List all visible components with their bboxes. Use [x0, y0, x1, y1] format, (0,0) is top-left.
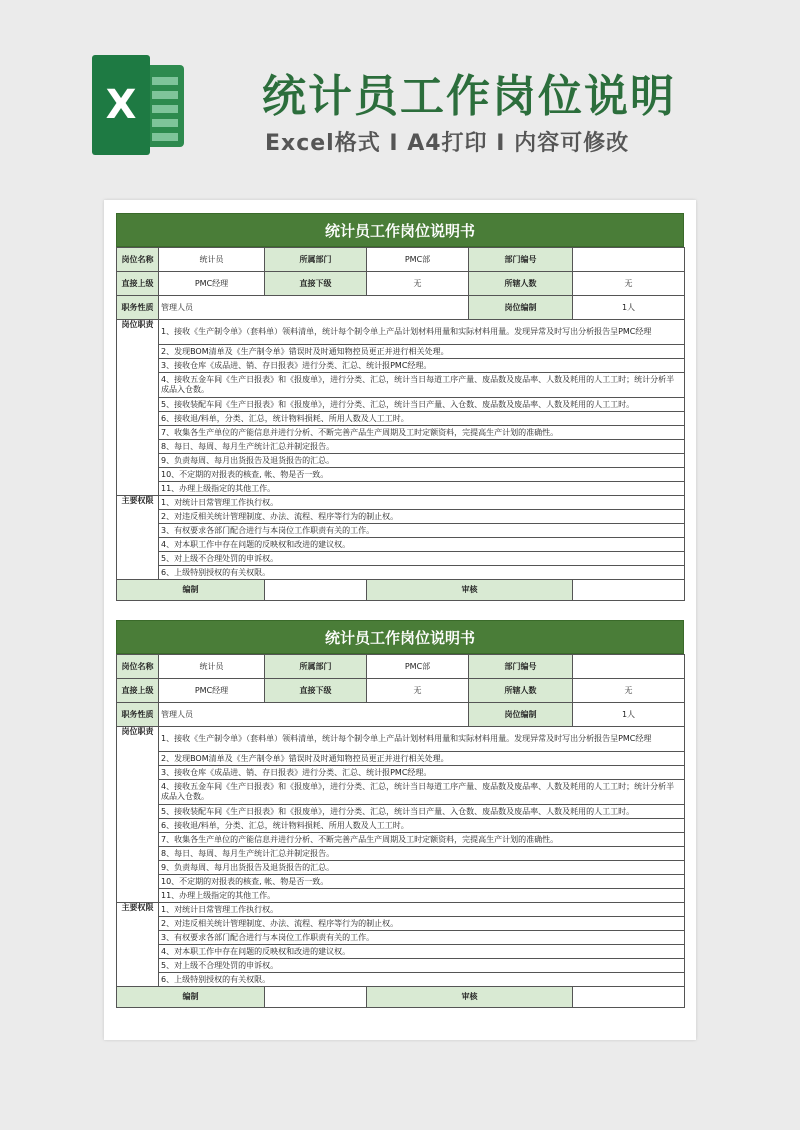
cell-value[interactable]: 无: [573, 272, 685, 296]
cell-value[interactable]: PMC经理: [159, 272, 265, 296]
document-paper: [104, 200, 696, 1040]
duty-row: [117, 345, 685, 359]
duty-item[interactable]: 4、接收五金车间《生产日报表》和《报废单》，进行分类、汇总，统计当日每道工序产量、废品数及废品率、人数及耗用的人工工时；统计分析半成品入仓数。: [159, 780, 685, 805]
authority-item[interactable]: 2、对违反相关统计管理制度、办法、流程、程序等行为的制止权。: [159, 917, 685, 931]
authority-row: [117, 538, 685, 552]
duty-row: [117, 373, 685, 398]
signature-row: [117, 987, 685, 1008]
authority-item[interactable]: 5、对上级不合理处罚的申诉权。: [159, 552, 685, 566]
cell-label: 所辖人数: [469, 679, 573, 703]
sign-label-prepared: 编制: [117, 580, 265, 601]
authority-item[interactable]: 4、对本职工作中存在问题的反映权和改进的建议权。: [159, 945, 685, 959]
authority-row: [117, 917, 685, 931]
cell-label: 直接下级: [265, 679, 367, 703]
cell-value[interactable]: 管理人员: [159, 296, 469, 320]
cell-value[interactable]: PMC部: [367, 655, 469, 679]
hero-banner: [0, 0, 800, 190]
job-table: [116, 654, 685, 1008]
table-row: [117, 296, 685, 320]
authority-item[interactable]: 1、对统计日常管理工作执行权。: [159, 903, 685, 917]
duty-item[interactable]: 10、不定期的对报表的核查, 帐、物是否一致。: [159, 468, 685, 482]
duty-item[interactable]: 1、接收《生产制令单》（套料单）领料清单，统计每个制令单上产品计划材料用量和实际材料用量。发现异常及时写出分析报告呈PMC经理: [159, 727, 685, 752]
authority-item[interactable]: 6、上级特别授权的有关权限。: [159, 566, 685, 580]
authority-item[interactable]: 6、上级特别授权的有关权限。: [159, 973, 685, 987]
table-row: [117, 248, 685, 272]
authority-label: 主要权限: [117, 903, 159, 987]
cell-label: 直接下级: [265, 272, 367, 296]
cell-value[interactable]: 无: [367, 679, 469, 703]
duty-row: [117, 359, 685, 373]
cell-label: 职务性质: [117, 296, 159, 320]
authority-item[interactable]: 2、对违反相关统计管理制度、办法、流程、程序等行为的制止权。: [159, 510, 685, 524]
duty-item[interactable]: 2、发现BOM清单及《生产制令单》错误时及时通知物控员更正并进行相关处理。: [159, 345, 685, 359]
duty-row: [117, 875, 685, 889]
job-sheet: [116, 620, 684, 1008]
sign-field-prepared[interactable]: [265, 580, 367, 601]
cell-label: 部门编号: [469, 655, 573, 679]
duty-item[interactable]: 5、接收装配车间《生产日报表》和《报废单》，进行分类、汇总，统计当日产量、入仓数、废品数及废品率、人数及耗用的人工工时。: [159, 398, 685, 412]
cell-label: 职务性质: [117, 703, 159, 727]
table-row: [117, 272, 685, 296]
duty-row: [117, 889, 685, 903]
duty-item[interactable]: 4、接收五金车间《生产日报表》和《报废单》，进行分类、汇总，统计当日每道工序产量、废品数及废品率、人数及耗用的人工工时；统计分析半成品入仓数。: [159, 373, 685, 398]
duty-row: [117, 398, 685, 412]
duty-row: [117, 454, 685, 468]
job-table: [116, 247, 685, 601]
authority-item[interactable]: 3、有权要求各部门配合进行与本岗位工作职责有关的工作。: [159, 524, 685, 538]
duty-row: [117, 766, 685, 780]
duty-row: [117, 819, 685, 833]
cell-label: 部门编号: [469, 248, 573, 272]
duty-item[interactable]: 3、接收仓库《成品进、销、存日报表》进行分类、汇总、统计报PMC经理。: [159, 359, 685, 373]
sign-label-reviewed: 审核: [367, 987, 573, 1008]
sign-field-reviewed[interactable]: [573, 580, 685, 601]
cell-value[interactable]: PMC部: [367, 248, 469, 272]
cell-label: 岗位编制: [469, 703, 573, 727]
authority-label: 主要权限: [117, 496, 159, 580]
duty-row: [117, 468, 685, 482]
duty-item[interactable]: 3、接收仓库《成品进、销、存日报表》进行分类、汇总、统计报PMC经理。: [159, 766, 685, 780]
cell-label: 所属部门: [265, 248, 367, 272]
authority-row: [117, 510, 685, 524]
duty-item[interactable]: 7、收集各生产单位的产能信息并进行分析、不断完善产品生产周期及工时定额资料，完提高生产计划的准确性。: [159, 833, 685, 847]
table-row: [117, 703, 685, 727]
duty-row: [117, 752, 685, 766]
authority-row: [117, 931, 685, 945]
cell-value[interactable]: [573, 248, 685, 272]
cell-value[interactable]: 统计员: [159, 655, 265, 679]
duty-item[interactable]: 9、负责每周、每月出货报告及退货报告的汇总。: [159, 454, 685, 468]
authority-item[interactable]: 5、对上级不合理处罚的申诉权。: [159, 959, 685, 973]
cell-value[interactable]: [573, 655, 685, 679]
duty-row: [117, 727, 685, 752]
cell-value[interactable]: 无: [573, 679, 685, 703]
duty-row: [117, 320, 685, 345]
duty-row: [117, 861, 685, 875]
authority-row: [117, 496, 685, 510]
duty-row: [117, 412, 685, 426]
table-row: [117, 679, 685, 703]
cell-value[interactable]: 管理人员: [159, 703, 469, 727]
duty-item[interactable]: 7、收集各生产单位的产能信息并进行分析、不断完善产品生产周期及工时定额资料，完提高生产计划的准确性。: [159, 426, 685, 440]
cell-label: 岗位编制: [469, 296, 573, 320]
sign-field-prepared[interactable]: [265, 987, 367, 1008]
duty-item[interactable]: 1、接收《生产制令单》（套料单）领料清单，统计每个制令单上产品计划材料用量和实际材料用量。发现异常及时写出分析报告呈PMC经理: [159, 320, 685, 345]
authority-item[interactable]: 4、对本职工作中存在问题的反映权和改进的建议权。: [159, 538, 685, 552]
sign-field-reviewed[interactable]: [573, 987, 685, 1008]
duty-item[interactable]: 10、不定期的对报表的核查, 帐、物是否一致。: [159, 875, 685, 889]
duty-item[interactable]: 9、负责每周、每月出货报告及退货报告的汇总。: [159, 861, 685, 875]
cell-value[interactable]: 无: [367, 272, 469, 296]
duty-item[interactable]: 2、发现BOM清单及《生产制令单》错误时及时通知物控员更正并进行相关处理。: [159, 752, 685, 766]
hero-subtitle: Excel格式 I A4打印 I 内容可修改: [265, 131, 630, 156]
duty-row: [117, 847, 685, 861]
duty-item[interactable]: 5、接收装配车间《生产日报表》和《报废单》，进行分类、汇总，统计当日产量、入仓数、废品数及废品率、人数及耗用的人工工时。: [159, 805, 685, 819]
table-row: [117, 655, 685, 679]
hero-title: 统计员工作岗位说明: [262, 71, 676, 122]
signature-row: [117, 580, 685, 601]
authority-row: [117, 945, 685, 959]
authority-row: [117, 903, 685, 917]
authority-row: [117, 973, 685, 987]
duty-item[interactable]: 8、每日、每周、每月生产统计汇总并制定报告。: [159, 440, 685, 454]
authority-item[interactable]: 1、对统计日常管理工作执行权。: [159, 496, 685, 510]
sign-label-prepared: 编制: [117, 987, 265, 1008]
duty-item[interactable]: 6、接收退/料单，分类、汇总，统计物料损耗、所用人数及人工工时。: [159, 412, 685, 426]
duty-item[interactable]: 11、办理上级指定的其他工作。: [159, 482, 685, 496]
duty-item[interactable]: 8、每日、每周、每月生产统计汇总并制定报告。: [159, 847, 685, 861]
cell-label: 所辖人数: [469, 272, 573, 296]
cell-label: 所属部门: [265, 655, 367, 679]
logo-letter: X: [92, 55, 150, 155]
sheet-title: 统计员工作岗位说明书: [116, 213, 684, 247]
cell-value[interactable]: 统计员: [159, 248, 265, 272]
duty-row: [117, 482, 685, 496]
duty-row: [117, 805, 685, 819]
duty-item[interactable]: 6、接收退/料单，分类、汇总，统计物料损耗、所用人数及人工工时。: [159, 819, 685, 833]
duty-item[interactable]: 11、办理上级指定的其他工作。: [159, 889, 685, 903]
cell-label: 岗位名称: [117, 248, 159, 272]
cell-value[interactable]: PMC经理: [159, 679, 265, 703]
sign-label-reviewed: 审核: [367, 580, 573, 601]
authority-row: [117, 959, 685, 973]
authority-row: [117, 566, 685, 580]
cell-label: 直接上级: [117, 272, 159, 296]
excel-logo-icon: [92, 55, 184, 155]
job-sheet: [116, 213, 684, 601]
cell-value[interactable]: 1人: [573, 703, 685, 727]
sheet-title: 统计员工作岗位说明书: [116, 620, 684, 654]
duty-row: [117, 833, 685, 847]
duty-row: [117, 780, 685, 805]
duty-label: 岗位职责: [117, 320, 159, 496]
cell-value[interactable]: 1人: [573, 296, 685, 320]
duty-row: [117, 426, 685, 440]
authority-row: [117, 524, 685, 538]
duty-label: 岗位职责: [117, 727, 159, 903]
cell-label: 岗位名称: [117, 655, 159, 679]
cell-label: 直接上级: [117, 679, 159, 703]
duty-row: [117, 440, 685, 454]
authority-item[interactable]: 3、有权要求各部门配合进行与本岗位工作职责有关的工作。: [159, 931, 685, 945]
authority-row: [117, 552, 685, 566]
